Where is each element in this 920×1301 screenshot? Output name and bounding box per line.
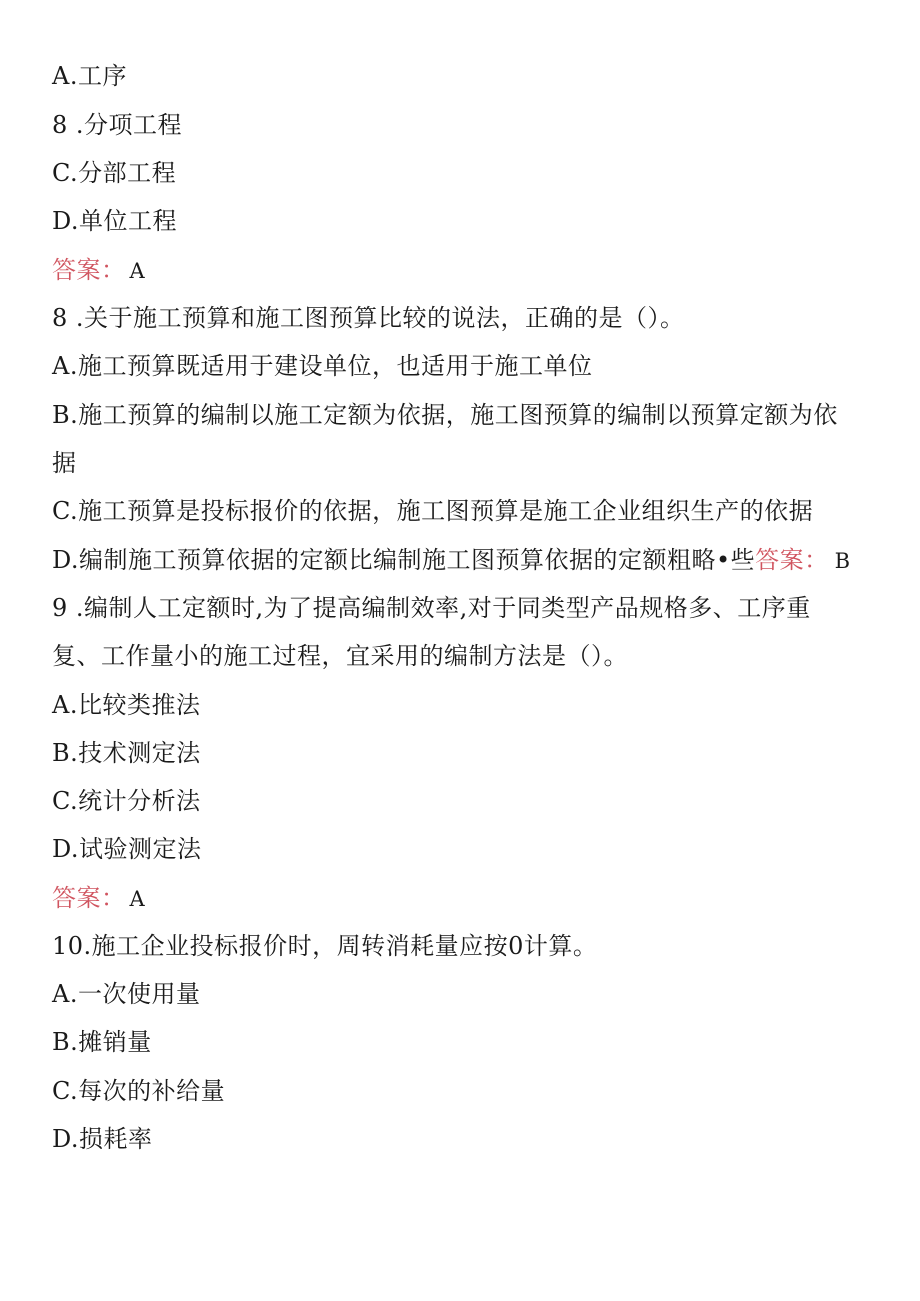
- option-b-sub-item-work: 8 .分项工程: [52, 111, 183, 139]
- q9-option-c: C.统计分析法: [52, 787, 201, 815]
- q8-option-b-cont: 据: [52, 449, 77, 477]
- q10-option-b: B.摊销量: [52, 1028, 152, 1056]
- q10-option-d: D.损耗率: [52, 1125, 153, 1153]
- question-8: 8 .关于施工预算和施工图预算比较的说法，正确的是（）。: [52, 304, 685, 332]
- answer-value: B: [834, 549, 851, 573]
- q9-option-d: D.试验测定法: [52, 835, 202, 863]
- question-9-cont: 复、工作量小的施工过程，宜采用的编制方法是（）。: [52, 642, 628, 670]
- q10-option-a: A.一次使用量: [52, 980, 201, 1008]
- q8-option-c: C.施工预算是投标报价的依据，施工图预算是施工企业组织生产的依据: [52, 497, 814, 525]
- answer-label: 答案：: [52, 256, 126, 284]
- answer-value: A: [129, 887, 146, 911]
- q10-option-c: C.每次的补给量: [52, 1077, 226, 1105]
- answer-line-1: [52, 254, 880, 286]
- q8-option-a: A.施工预算既适用于建设单位，也适用于施工单位: [52, 352, 593, 380]
- answer-line-3: [52, 882, 880, 914]
- question-9: 9 .编制人工定额时,为了提高编制效率,对于同类型产品规格多、工序重: [52, 594, 811, 622]
- answer-value: A: [129, 259, 146, 283]
- q8-option-d: D.编制施工预算依据的定额比编制施工图预算依据的定额粗略•些: [52, 546, 756, 574]
- q9-option-b: B.技术测定法: [52, 739, 201, 767]
- option-c-division-work: C.分部工程: [52, 159, 177, 187]
- answer-label: 答案：: [755, 546, 829, 574]
- question-10: 10.施工企业投标报价时，周转消耗量应按0计算。: [52, 932, 598, 960]
- q9-option-a: A.比较类推法: [52, 691, 201, 719]
- option-d-unit-work: D.单位工程: [52, 207, 178, 235]
- q8-option-d-with-answer: [52, 544, 880, 576]
- q8-option-b: B.施工预算的编制以施工定额为依据，施工图预算的编制以预算定额为依: [52, 401, 838, 429]
- answer-label: 答案：: [52, 884, 126, 912]
- option-a-process: A.工序: [52, 62, 127, 90]
